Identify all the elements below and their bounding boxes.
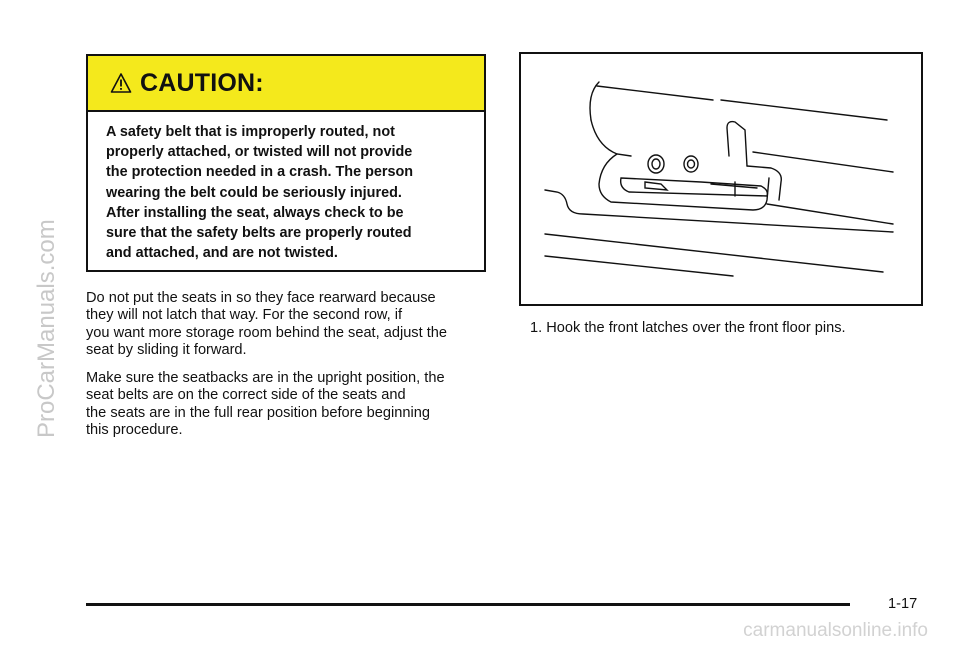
caution-text: [88, 112, 484, 263]
side-watermark-text: ProCarManuals.com: [33, 219, 60, 438]
footer-watermark: [592, 616, 932, 640]
caution-line: sure that the safety belts are properly routed: [106, 225, 412, 242]
caution-line: and attached, and are not twisted.: [106, 245, 338, 262]
caution-title: CAUTION:: [140, 68, 264, 97]
paragraph-line: seat by sliding it forward.: [86, 341, 247, 358]
paragraph-line: seat belts are on the correct side of the seats and: [86, 387, 406, 404]
paragraph-rearward-seats: [86, 290, 496, 359]
caution-line: After installing the seat, always check to be: [106, 204, 404, 221]
caution-box: [86, 54, 486, 272]
caution-header: [88, 56, 484, 112]
paragraph-line: Make sure the seatbacks are in the upright position, the: [86, 370, 445, 386]
step-1-text: 1. Hook the front latches over the front floor pins.: [530, 320, 846, 336]
page-number: 1-17: [888, 596, 918, 612]
footer-watermark-text: carmanualsonline.info: [743, 620, 928, 640]
paragraph-line: this procedure.: [86, 421, 183, 438]
caution-line: properly attached, or twisted will not provide: [106, 144, 413, 161]
paragraph-line: you want more storage room behind the seat, adjust the: [86, 324, 448, 341]
paragraph-line: Do not put the seats in so they face rearward because: [86, 290, 436, 306]
warning-triangle-icon: [110, 72, 132, 94]
caution-line: A safety belt that is improperly routed, not: [106, 124, 395, 140]
paragraph-before-procedure: [86, 370, 496, 439]
side-watermark: [8, 0, 68, 640]
paragraph-line: they will not latch that way. For the second row, if: [86, 307, 403, 324]
footer-rule: [86, 603, 850, 606]
caution-line: the protection needed in a crash. The person: [106, 164, 414, 181]
paragraph-line: the seats are in the full rear position before beginning: [86, 404, 430, 421]
seat-latch-illustration: [521, 54, 921, 304]
seat-latch-figure: [519, 52, 923, 306]
caution-line: wearing the belt could be seriously injured.: [106, 184, 402, 201]
